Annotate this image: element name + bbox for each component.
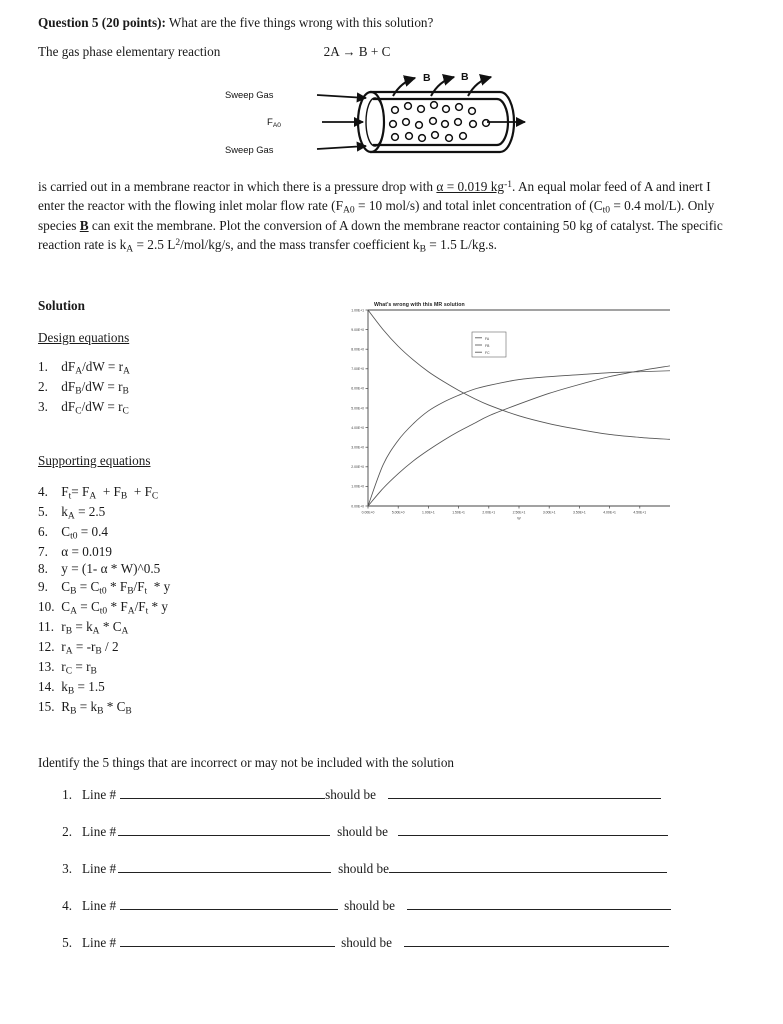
answer-number: 3. xyxy=(62,861,72,876)
equation-text: $r_C = r_B$ xyxy=(61,658,97,677)
answer-number: 5. xyxy=(62,935,72,950)
answer-row xyxy=(38,933,738,970)
species-b-emphasis: B xyxy=(79,217,89,233)
question-prompt: What are the five things wrong with this solution? xyxy=(168,15,434,30)
equation-text: y = (1- α * W)^0.5 xyxy=(61,561,161,577)
y-tick-label: 8.00E+0 xyxy=(351,347,364,352)
x-tick-label: 4.00E+1 xyxy=(603,510,616,515)
y-tick-label: 3.00E+0 xyxy=(351,445,364,450)
y-tick-label: 9.00E+0 xyxy=(351,327,364,332)
reaction-line xyxy=(38,44,738,60)
y-tick-label: 0.00E+0 xyxy=(351,504,364,509)
equation-row xyxy=(38,358,130,378)
x-tick-label: 5.00E+0 xyxy=(391,510,405,515)
equation-text: α = 0.019 xyxy=(61,543,112,559)
should-be-label: should be xyxy=(325,787,376,802)
y-tick-label: 1.00E+0 xyxy=(351,484,364,489)
ps-part-8: = 1.5 L/kg.s. xyxy=(425,236,497,252)
y-tick-label: 2.00E+0 xyxy=(351,465,364,470)
sweep-gas-top-label: Sweep Gas xyxy=(225,89,274,100)
x-tick-label: 2.00E+1 xyxy=(482,510,496,515)
equation-row xyxy=(38,678,170,698)
equation-number: 6. xyxy=(38,523,48,539)
equation-row xyxy=(38,483,170,503)
reaction-equation: 2A → B + C xyxy=(323,44,391,59)
series-line-FA xyxy=(368,310,670,439)
should-be-label: should be xyxy=(341,935,392,950)
fa0-subscript: A0 xyxy=(342,204,355,216)
legend-label-FB: FB xyxy=(485,344,490,348)
sweep-gas-bottom-label: Sweep Gas xyxy=(225,144,274,155)
x-axis-label: W xyxy=(517,516,521,521)
equation-row xyxy=(38,698,170,718)
supporting-equations-list xyxy=(38,483,170,718)
alpha-value: α = 0.019 kg xyxy=(436,179,505,195)
line-number-blank[interactable] xyxy=(118,859,331,873)
x-tick-label: 0.00E+0 xyxy=(361,510,375,515)
x-tick-label: 1.00E+1 xyxy=(422,510,435,515)
ps-part-3: = 10 mol/s) and total inlet concentration of (C xyxy=(354,197,603,213)
ct0-subscript: t0 xyxy=(602,204,611,216)
equation-number: 10. xyxy=(38,598,55,614)
equation-number: 13. xyxy=(38,658,55,674)
should-be-blank[interactable] xyxy=(407,896,671,910)
ps-part-6: = 2.5 L xyxy=(133,236,176,252)
design-equations-list xyxy=(38,358,130,418)
equation-text: $F_t= F_A + F_B + F_C$ xyxy=(61,484,159,502)
ps-part-7: /mol/kg/s, and the mass transfer coefficient k xyxy=(180,236,420,252)
x-tick-label: 3.50E+1 xyxy=(573,510,586,515)
ps-part-4: = 0.4 mol/L). Only species xyxy=(38,197,715,233)
chart-plot-area xyxy=(322,298,682,530)
problem-statement xyxy=(38,178,740,256)
y-tick-label: 6.00E+0 xyxy=(351,386,364,391)
equation-number: 8. xyxy=(38,561,48,577)
ps-part-1: is carried out in a membrane reactor in which there is a pressure drop with xyxy=(38,179,437,195)
equation-number: 4. xyxy=(38,484,48,499)
line-number-blank[interactable] xyxy=(120,933,335,947)
equation-row xyxy=(38,503,170,523)
answer-number: 1. xyxy=(62,787,72,802)
equation-row xyxy=(38,578,170,598)
reaction-intro-text: The gas phase elementary reaction xyxy=(38,44,221,59)
legend-label-FC: FC xyxy=(485,351,490,356)
alpha-exponent: -1 xyxy=(504,179,513,190)
answer-row xyxy=(38,896,738,933)
equation-text: $k_A = 2.5$ xyxy=(61,503,106,522)
supporting-equations-heading: Supporting equations xyxy=(38,453,151,468)
ka-subscript: A xyxy=(126,243,134,255)
line-number-label: Line # xyxy=(82,787,117,802)
catalyst-particles xyxy=(390,102,490,142)
equation-text: $dF_A/dW = r_A$ xyxy=(61,359,130,377)
equation-text: $dF_C/dW = r_C$ xyxy=(61,398,129,417)
equation-row xyxy=(38,658,170,678)
membrane-reactor-diagram xyxy=(225,72,535,172)
answer-row xyxy=(38,822,738,859)
line-number-label: Line # xyxy=(82,824,117,839)
equation-number: 5. xyxy=(38,503,48,519)
line-number-blank[interactable] xyxy=(118,822,330,836)
equation-number: 11. xyxy=(38,618,54,634)
design-equations-heading: Design equations xyxy=(38,330,130,345)
identify-instruction: Identify the 5 things that are incorrect or may not be included with the solution xyxy=(38,755,455,770)
equation-number: 15. xyxy=(38,698,55,714)
x-tick-label: 2.50E+1 xyxy=(512,510,526,515)
y-tick-label: 7.00E+0 xyxy=(351,367,364,372)
should-be-blank[interactable] xyxy=(388,785,661,799)
equation-number: 9. xyxy=(38,578,48,594)
equation-text: $r_A = -r_B / 2$ xyxy=(61,638,119,657)
equation-text: $k_B = 1.5$ xyxy=(61,678,105,696)
should-be-label: should be xyxy=(337,824,388,839)
answer-row xyxy=(38,859,738,896)
chart-title: What's wrong with this MR solution xyxy=(374,302,465,308)
y-tick-label: 1.00E+1 xyxy=(351,308,364,313)
equation-number: 14. xyxy=(38,678,55,694)
equation-text: $C_B = C_{t0} * F_B/F_t * y$ xyxy=(61,578,171,597)
equation-row xyxy=(38,598,170,618)
y-tick-label: 5.00E+0 xyxy=(351,406,364,411)
answer-blanks xyxy=(38,785,738,970)
equation-row xyxy=(38,560,170,577)
line-number-label: Line # xyxy=(82,898,117,913)
equation-text: $C_{t0} = 0.4$ xyxy=(61,523,108,542)
l-squared-exponent: 2 xyxy=(175,236,181,248)
x-tick-label: 4.50E+1 xyxy=(633,510,647,515)
should-be-blank[interactable] xyxy=(404,933,669,947)
question-heading xyxy=(38,14,738,32)
equation-row xyxy=(38,543,170,560)
permeate-b-label-2: B xyxy=(461,72,469,83)
equation-row xyxy=(38,378,130,398)
kb-subscript: B xyxy=(419,243,426,255)
answer-row xyxy=(38,785,738,822)
x-tick-label: 1.50E+1 xyxy=(452,510,465,515)
ps-part-5: can exit the membrane. Plot the conversion of A down the membrane reactor containing 50 kg of catalyst. The specific reaction rate is k xyxy=(38,217,723,252)
equation-number: 3. xyxy=(38,398,48,414)
equation-number: 12. xyxy=(38,638,55,654)
equation-text: $C_A = C_{t0} * F_A/F_t * y$ xyxy=(61,598,169,617)
solution-heading: Solution xyxy=(38,298,85,313)
molar-flow-chart xyxy=(322,298,682,530)
equation-number: 1. xyxy=(38,359,48,374)
x-tick-label: 3.00E+1 xyxy=(542,510,556,515)
should-be-label: should be xyxy=(344,898,395,913)
legend-label-FA: FA xyxy=(485,336,490,341)
should-be-label: should be xyxy=(338,861,389,876)
y-tick-label: 4.00E+0 xyxy=(351,425,364,430)
line-number-label: Line # xyxy=(82,935,117,950)
series-line-FB xyxy=(368,371,670,506)
equation-number: 2. xyxy=(38,378,48,394)
equation-row xyxy=(38,398,130,418)
equation-row xyxy=(38,638,170,658)
equation-text: $R_B = k_B * C_B$ xyxy=(61,698,132,716)
answer-number: 4. xyxy=(62,898,72,913)
line-number-blank[interactable] xyxy=(120,896,338,910)
question-label: Question 5 (20 points): xyxy=(38,15,166,30)
line-number-label: Line # xyxy=(82,861,117,876)
line-number-blank[interactable] xyxy=(120,785,325,799)
equation-number: 7. xyxy=(38,543,48,559)
equation-row xyxy=(38,523,170,543)
feed-flow-label: $F_{A0}$ xyxy=(267,117,281,129)
ps-part-2: . An equal molar feed of A and inert I enter the reactor with the flowing inlet molar flow rate (F xyxy=(38,179,711,213)
answer-number: 2. xyxy=(62,824,72,839)
equation-text: $r_B = k_A * C_A$ xyxy=(61,618,129,637)
should-be-blank[interactable] xyxy=(389,859,667,873)
should-be-blank[interactable] xyxy=(398,822,668,836)
equation-text: $dF_B/dW = r_B$ xyxy=(61,378,129,397)
permeate-b-label-1: B xyxy=(423,72,431,84)
equation-row xyxy=(38,618,170,638)
